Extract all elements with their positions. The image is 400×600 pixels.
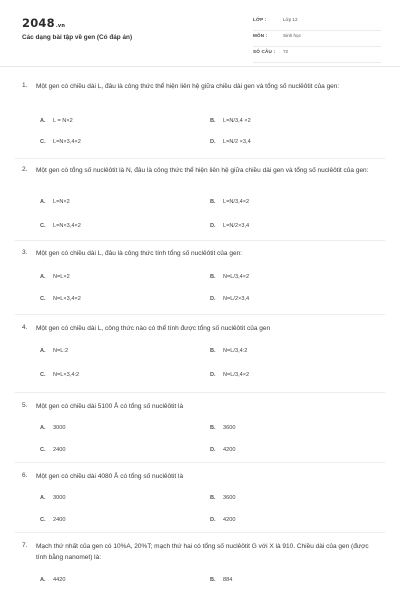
option-c[interactable] (40, 372, 79, 378)
option-letter: C. (40, 372, 46, 378)
question-text: Một gen có chiều dài L, công thức nào có thể tính được tổng số nuclêôtit của gen (36, 325, 271, 332)
option-letter: D. (210, 517, 216, 523)
option-c[interactable] (40, 139, 81, 145)
option-b[interactable] (210, 274, 249, 280)
option-text: 4200 (223, 447, 236, 453)
option-a[interactable] (40, 577, 65, 583)
question-text: Mạch thứ nhất của gen có 10%A, 20%T; mạch thứ hai có tổng số nuclêôtit G với X là 910. Chiều dài của gen (được tính bằng nanomet) là: (36, 543, 369, 561)
question-number: 6. (22, 472, 28, 479)
option-text: L=N/3,4 ×2 (223, 118, 251, 124)
option-letter: A. (40, 495, 46, 501)
meta-key: MÔN : (253, 33, 268, 38)
option-text: 4200 (223, 517, 236, 523)
option-a[interactable] (40, 199, 70, 205)
option-letter: C. (40, 296, 46, 302)
option-b[interactable] (210, 495, 235, 501)
option-letter: B. (210, 348, 216, 354)
option-text: 3000 (53, 425, 66, 431)
question-divider (15, 462, 385, 463)
question-text: Một gen có chiều dài 5100 Å có tổng số nuclêôtit là (36, 403, 184, 410)
meta-value: 72 (283, 49, 289, 54)
question-item (22, 542, 382, 596)
option-letter: B. (210, 199, 216, 205)
question-item (22, 402, 382, 464)
option-text: N=L/3,4:2 (223, 348, 248, 354)
option-c[interactable] (40, 296, 81, 302)
option-letter: A. (40, 118, 46, 124)
logo-suffix: .vn (55, 23, 66, 29)
option-letter: D. (210, 139, 216, 145)
option-text: N=L×2 (53, 274, 70, 280)
option-text: N=L:2 (53, 348, 69, 354)
option-text: N=L×3,4:2 (53, 372, 80, 378)
option-a[interactable] (40, 348, 68, 354)
option-c[interactable] (40, 223, 81, 229)
question-number: 3. (22, 249, 28, 256)
document-header (0, 0, 400, 72)
option-text: L = N×2 (53, 118, 73, 124)
option-text: L=N/2×3,4 (223, 223, 250, 229)
option-letter: C. (40, 139, 46, 145)
meta-value: Sinh học (283, 33, 301, 38)
question-text: Một gen có tổng số nuclêôtit là N, đâu là công thức thể hiện liên hệ giữa chiều dài gen và tổng số nuclêôtit của gen: (36, 167, 369, 174)
option-letter: C. (40, 517, 46, 523)
question-item (22, 249, 382, 311)
option-d[interactable] (210, 296, 249, 302)
option-d[interactable] (210, 139, 251, 145)
option-letter: A. (40, 348, 46, 354)
question-number: 7. (22, 542, 28, 549)
option-text: 2400 (53, 447, 66, 453)
option-letter: B. (210, 495, 216, 501)
option-letter: D. (210, 447, 216, 453)
option-a[interactable] (40, 495, 65, 501)
question-divider (15, 314, 385, 315)
option-letter: C. (40, 447, 46, 453)
question-text: Một gen có chiều dài L, đâu là công thức tính tổng số nuclêôtit của gen: (36, 250, 242, 257)
option-a[interactable] (40, 425, 65, 431)
meta-row-grade (253, 15, 381, 31)
option-text: L=N×2 (53, 199, 70, 205)
option-text: 3600 (223, 495, 236, 501)
option-letter: D. (210, 296, 216, 302)
option-d[interactable] (210, 372, 249, 378)
question-text: Một gen có chiều dài 4080 Å có tổng số nuclêôtit là (36, 473, 184, 480)
option-letter: B. (210, 425, 216, 431)
question-divider (15, 158, 385, 159)
option-letter: B. (210, 577, 216, 583)
option-text: 3600 (223, 425, 236, 431)
meta-row-count (253, 47, 381, 63)
question-text: Một gen có chiều dài L, đâu là công thức thể hiện liên hệ giữa chiều dài gen và tổng số nuclêôtit của gen: (36, 83, 340, 90)
question-divider (15, 240, 385, 241)
option-letter: A. (40, 274, 46, 280)
option-c[interactable] (40, 517, 65, 523)
option-letter: D. (210, 223, 216, 229)
option-letter: A. (40, 577, 46, 583)
option-text: 2400 (53, 517, 66, 523)
header-divider (0, 66, 400, 67)
option-b[interactable] (210, 425, 235, 431)
question-item (22, 324, 382, 386)
option-letter: B. (210, 274, 216, 280)
meta-row-subject (253, 31, 381, 47)
option-text: 884 (223, 577, 233, 583)
option-text: 4420 (53, 577, 66, 583)
question-item (22, 82, 382, 162)
option-b[interactable] (210, 118, 251, 124)
option-d[interactable] (210, 447, 235, 453)
option-letter: C. (40, 223, 46, 229)
option-text: L=N×3,4×2 (53, 139, 81, 145)
logo-text: 2048 (22, 16, 55, 30)
question-divider (15, 532, 385, 533)
question-item (22, 472, 382, 534)
option-letter: D. (210, 372, 216, 378)
question-number: 4. (22, 324, 28, 331)
option-text: L=N×3,4×2 (53, 223, 81, 229)
meta-key: SỐ CÂU : (253, 49, 276, 54)
meta-key: LỚP : (253, 17, 267, 22)
site-logo[interactable] (22, 16, 65, 30)
question-number: 2. (22, 166, 28, 173)
option-text: 3000 (53, 495, 66, 501)
option-text: N=L/3,4×2 (223, 372, 250, 378)
option-a[interactable] (40, 274, 70, 280)
option-a[interactable] (40, 118, 73, 124)
option-d[interactable] (210, 223, 249, 229)
option-text: N=L/3,4×2 (223, 274, 250, 280)
document-title: Các dạng bài tập về gen (Có đáp án) (22, 34, 133, 41)
question-divider (15, 392, 385, 393)
option-text: N=L/2×3,4 (223, 296, 250, 302)
meta-value: Lớp 12 (283, 17, 298, 22)
option-text: N=L×3,4×2 (53, 296, 81, 302)
option-b[interactable] (210, 348, 247, 354)
option-b[interactable] (210, 199, 249, 205)
question-item (22, 166, 382, 246)
option-text: L=N/3,4×2 (223, 199, 250, 205)
question-number: 1. (22, 82, 28, 89)
question-number: 5. (22, 402, 28, 409)
option-letter: B. (210, 118, 216, 124)
option-letter: A. (40, 425, 46, 431)
option-text: L=N/2 ×3,4 (223, 139, 251, 145)
option-d[interactable] (210, 517, 235, 523)
option-letter: A. (40, 199, 46, 205)
option-c[interactable] (40, 447, 65, 453)
option-b[interactable] (210, 577, 232, 583)
